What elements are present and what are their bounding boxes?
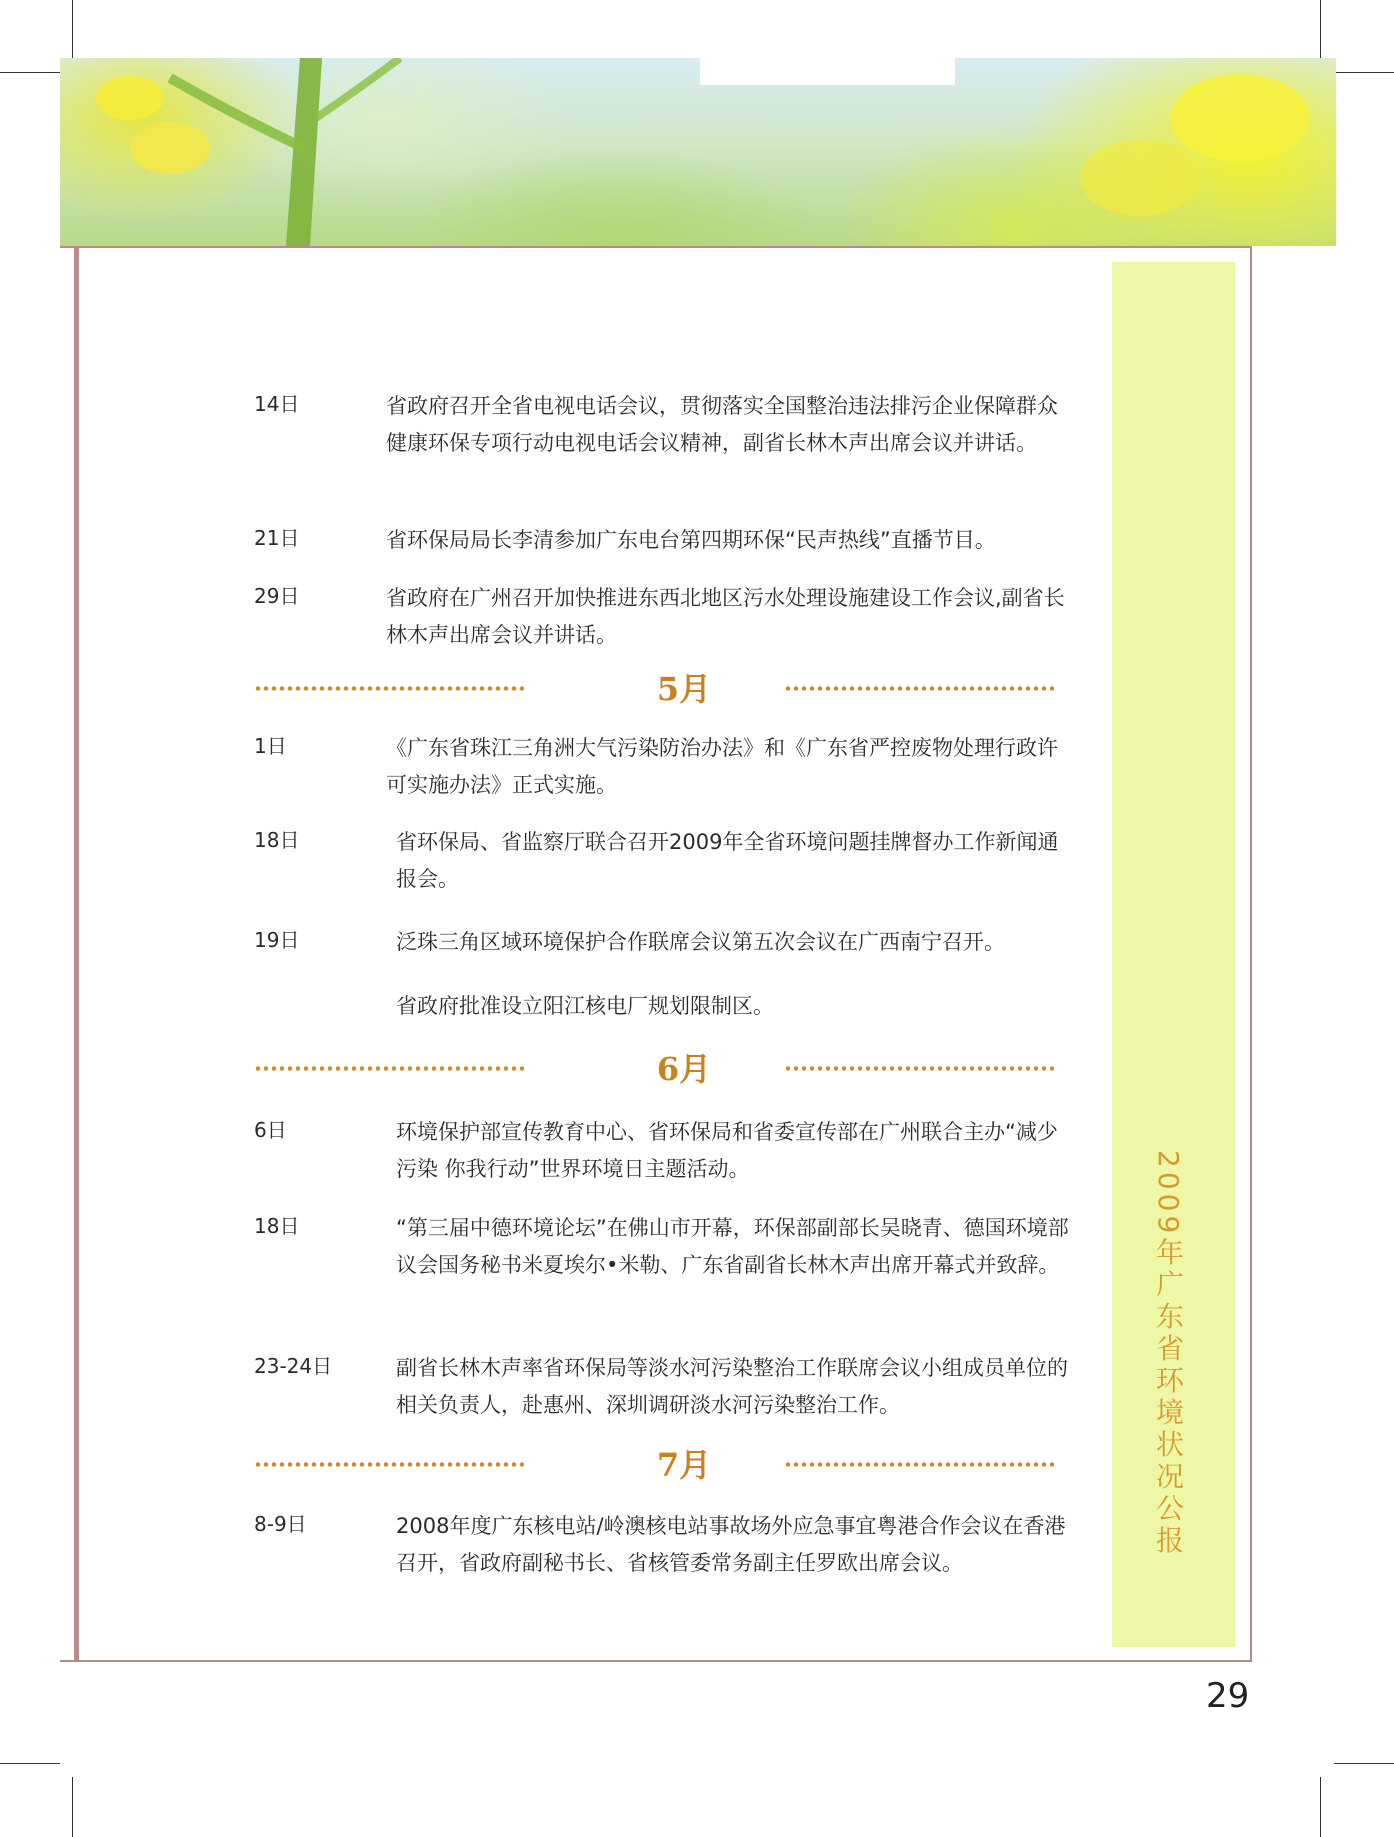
- entry-date: 29日: [254, 584, 300, 608]
- entry-text: 省环保局局长李清参加广东电台第四期环保“民声热线”直播节目。: [386, 528, 996, 552]
- entry-date: 14日: [254, 392, 300, 416]
- frame-border-right: [1250, 246, 1252, 1662]
- month-separator: [254, 1044, 1054, 1088]
- entry-text: 泛珠三角区域环境保护合作联席会议第五次会议在广西南宁召开。: [396, 930, 1005, 954]
- frame-border-top: [60, 246, 1252, 248]
- entry-date: 19日: [254, 928, 300, 952]
- frame-border-left: [74, 246, 79, 1662]
- flower-stem-illustration: [60, 58, 1336, 246]
- crop-mark: [0, 72, 60, 73]
- dotted-rule: [784, 686, 1054, 691]
- crop-mark: [1334, 1763, 1394, 1764]
- entry-date: 18日: [254, 1214, 300, 1238]
- crop-mark: [72, 0, 73, 60]
- entry-text: 《广东省珠江三角洲大气污染防治办法》和《广东省严控废物处理行政许可实施办法》正式实施。: [386, 736, 1058, 797]
- crop-mark: [0, 1763, 60, 1764]
- dotted-rule: [254, 1462, 524, 1467]
- month-heading: 7月: [656, 1446, 712, 1484]
- month-separator: [254, 1440, 1054, 1484]
- dotted-rule: [784, 1066, 1054, 1071]
- entry-text: 环境保护部宣传教育中心、省环保局和省委宣传部在广州联合主办“减少污染 你我行动”世界环境日主题活动。: [396, 1120, 1058, 1181]
- crop-mark: [1320, 1777, 1321, 1837]
- banner-tab: [700, 58, 955, 85]
- entry-date: 23-24日: [254, 1354, 333, 1378]
- frame-border-bottom: [60, 1660, 1252, 1662]
- entry-date: 6日: [254, 1118, 287, 1142]
- month-heading: 6月: [656, 1050, 712, 1088]
- dotted-rule: [254, 1066, 524, 1071]
- entry-text: 省政府在广州召开加快推进东西北地区污水处理设施建设工作会议,副省长林木声出席会议并讲话。: [386, 586, 1065, 647]
- dotted-rule: [254, 686, 524, 691]
- page-number: 29: [1206, 1676, 1250, 1716]
- entry-text: 省环保局、省监察厅联合召开2009年全省环境问题挂牌督办工作新闻通报会。: [396, 830, 1059, 891]
- entry-text: 省政府批准设立阳江核电厂规划限制区。: [396, 994, 774, 1018]
- entry-text: “第三届中德环境论坛”在佛山市开幕，环保部副部长吴晓青、德国环境部议会国务秘书米夏埃尔•米勒、广东省副省长林木声出席开幕式并致辞。: [396, 1216, 1069, 1277]
- entry-text: 副省长林木声率省环保局等淡水河污染整治工作联席会议小组成员单位的相关负责人，赴惠州、深圳调研淡水河污染整治工作。: [396, 1356, 1068, 1417]
- entry-date: 18日: [254, 828, 300, 852]
- entry-text: 省政府召开全省电视电话会议，贯彻落实全国整治违法排污企业保障群众健康环保专项行动电视电话会议精神，副省长林木声出席会议并讲话。: [386, 394, 1058, 455]
- header-banner-photo: [60, 58, 1336, 246]
- sidebar-title: 2009年广东省环境状况公报: [1152, 1150, 1185, 1558]
- crop-mark: [1334, 72, 1394, 73]
- month-separator: [254, 664, 1054, 708]
- entry-date: 21日: [254, 526, 300, 550]
- crop-mark: [1320, 0, 1321, 60]
- entry-date: 1日: [254, 734, 287, 758]
- entry-date: 8-9日: [254, 1512, 307, 1536]
- dotted-rule: [784, 1462, 1054, 1467]
- crop-mark: [72, 1777, 73, 1837]
- entry-text: 2008年度广东核电站/岭澳核电站事故场外应急事宜粤港合作会议在香港召开，省政府副秘书长、省核管委常务副主任罗欧出席会议。: [396, 1514, 1066, 1575]
- month-heading: 5月: [656, 670, 712, 708]
